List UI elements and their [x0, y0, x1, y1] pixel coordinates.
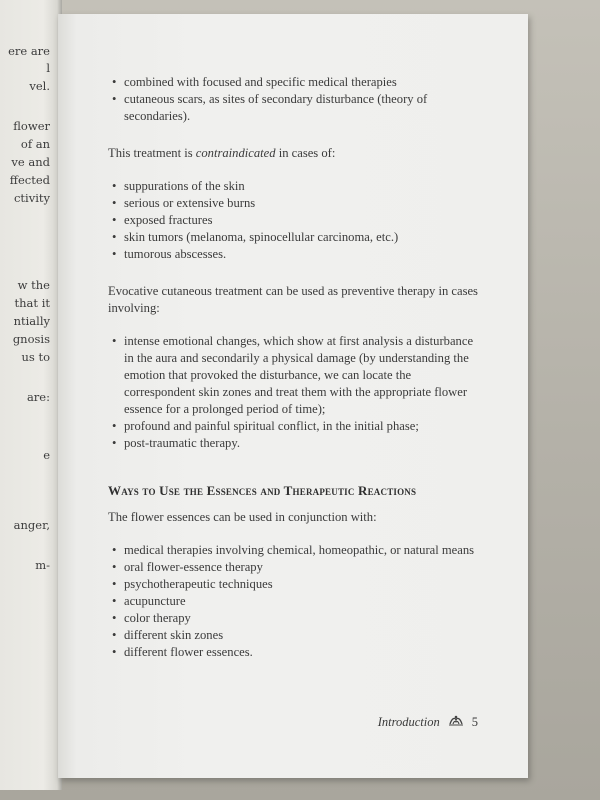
left-page	[0, 0, 62, 790]
contraindication-intro	[108, 145, 478, 162]
left-page-fragment: ctivity	[13, 191, 50, 205]
list-item: • acupuncture	[108, 593, 478, 610]
list-item: • tumorous abscesses.	[108, 246, 478, 263]
left-page-fragment: w the	[17, 278, 50, 292]
preventive-list	[108, 333, 478, 452]
list-item: • exposed fractures	[108, 212, 478, 229]
flower-ornament-icon	[448, 714, 464, 726]
flower-ornament-icon	[448, 714, 464, 730]
left-page-fragment: e	[43, 448, 50, 462]
book-page	[58, 14, 528, 778]
section-intro: The flower essences can be used in conjunction with:	[108, 510, 377, 524]
left-page-fragment: l	[46, 61, 50, 75]
left-page-fragment: ve and	[11, 155, 50, 169]
left-page-fragment: vel.	[29, 79, 50, 93]
left-page-fragment: gnosis	[12, 332, 50, 346]
list-item: • serious or extensive burns	[108, 195, 478, 212]
left-page-fragment: m-	[35, 558, 50, 572]
contraindication-list	[108, 178, 478, 263]
list-item: • post-traumatic therapy.	[108, 435, 478, 452]
top-bullet-list	[108, 74, 478, 125]
left-page-fragment: ere are	[8, 44, 50, 58]
list-item: • psychotherapeutic techniques	[108, 576, 478, 593]
list-item: • different skin zones	[108, 627, 478, 644]
page-footer	[348, 714, 478, 730]
left-page-fragment: anger,	[13, 518, 50, 532]
list-item: • color therapy	[108, 610, 478, 627]
page-number: 5	[471, 714, 478, 729]
left-page-fragment: are:	[26, 390, 50, 404]
contra-text-after: in cases of:	[275, 146, 336, 160]
page-body	[108, 74, 478, 661]
list-item: • cutaneous scars, as sites of secondary disturbance (theory of secondaries).	[108, 91, 478, 125]
list-item: • suppurations of the skin	[108, 178, 478, 195]
preventive-intro: Evocative cutaneous treatment can be used as preventive therapy in cases involving:	[108, 284, 478, 315]
left-page-fragment: that it	[14, 296, 50, 310]
list-item: • profound and painful spiritual conflict, in the initial phase;	[108, 418, 478, 435]
left-page-fragment: of an	[20, 137, 50, 151]
running-head: Introduction	[377, 714, 440, 729]
contra-emphasis: contraindicated	[195, 146, 276, 160]
left-page-fragment: ntially	[13, 314, 50, 328]
conjunction-list	[108, 542, 478, 661]
left-page-fragment: flower	[13, 119, 50, 133]
left-page-fragment: ffected	[9, 173, 50, 187]
list-item: • medical therapies involving chemical, homeopathic, or natural means	[108, 542, 478, 559]
list-item: • skin tumors (melanoma, spinocellular carcinoma, etc.)	[108, 229, 478, 246]
list-item: • oral flower-essence therapy	[108, 559, 478, 576]
contra-text-before: This treatment is	[108, 146, 196, 160]
list-item: • intense emotional changes, which show at first analysis a disturbance in the aura and secondarily a physical damage (by understanding the emotion that provoked the disturbance, we can locate the correspondent skin zones and treat them with the appropriate flower essence for a prolonged period of time);	[108, 333, 478, 418]
list-item: • different flower essences.	[108, 644, 478, 661]
list-item: • combined with focused and specific medical therapies	[108, 74, 478, 91]
section-heading: Ways to Use the Essences and Therapeutic Reactions	[108, 483, 417, 498]
left-page-fragment: us to	[21, 350, 50, 364]
